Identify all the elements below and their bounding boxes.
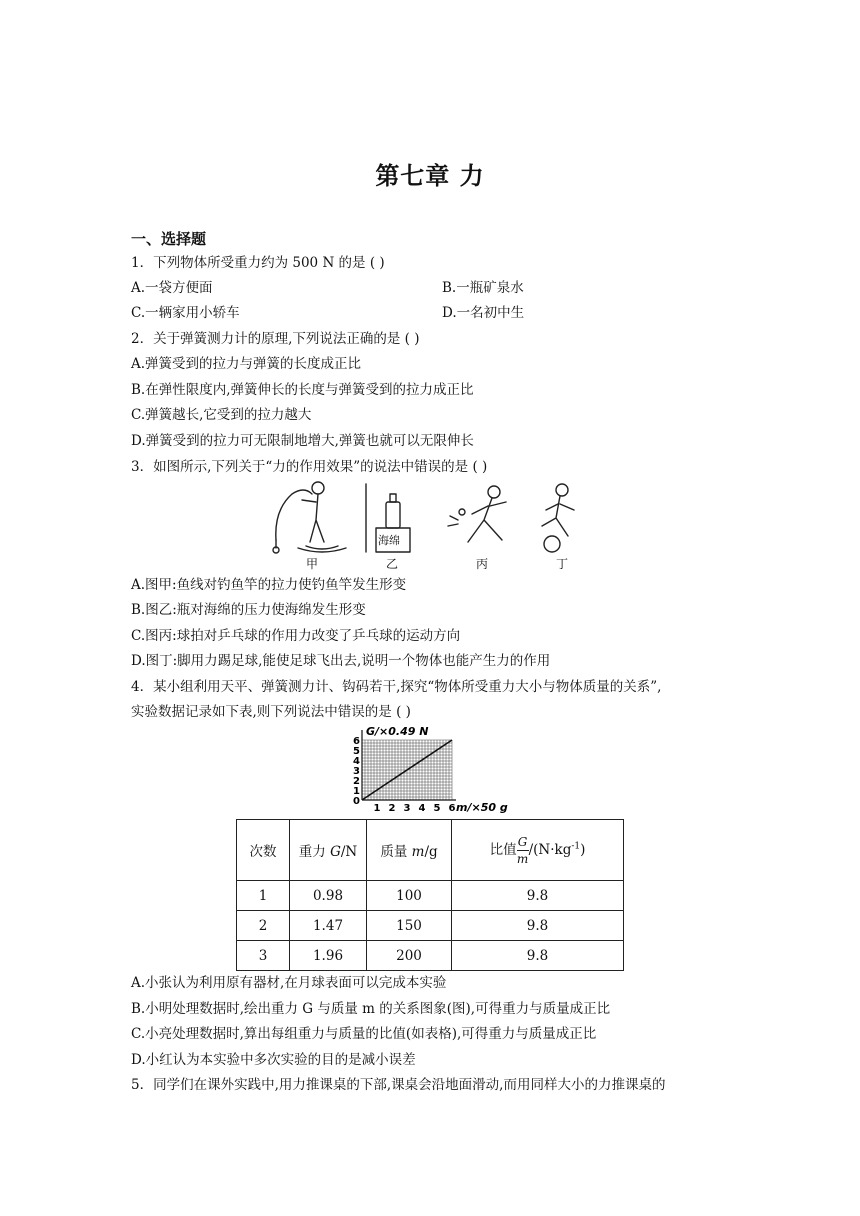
q4-stem-line1: 4．某小组利用天平、弹簧测力计、钩码若干,探究“物体所受重力大小与物体质量的关系”, xyxy=(131,679,662,695)
fig-label-ding: 丁 xyxy=(556,557,569,571)
q1-stem: 1．下列物体所受重力约为 500 N 的是 ( ) xyxy=(131,255,385,271)
q3-stem: 3．如图所示,下列关于“力的作用效果”的说法中错误的是 ( ) xyxy=(131,459,488,475)
q4-option-a: A.小张认为利用原有器材,在月球表面可以完成本实验 xyxy=(131,975,447,991)
x-tick-4: 4 xyxy=(418,803,426,814)
q5-stem: 5．同学们在课外实践中,用力推课桌的下部,课桌会沿地面滑动,而用同样大小的力推课桌的 xyxy=(131,1077,666,1093)
x-tick-6: 6 xyxy=(448,803,456,814)
q4-stem-line2: 实验数据记录如下表,则下列说法中错误的是 ( ) xyxy=(131,704,411,720)
header-count: 次数 xyxy=(237,820,290,881)
y-tick-4: 4 xyxy=(353,756,360,767)
cell: 1 xyxy=(237,881,290,911)
y-tick-3: 3 xyxy=(353,766,360,777)
q4-option-d: D.小红认为本实验中多次实验的目的是减小误差 xyxy=(131,1052,416,1068)
table-row xyxy=(237,881,624,911)
table-tennis-figure xyxy=(448,486,506,542)
fishing-figure xyxy=(273,482,346,553)
cell: 1.96 xyxy=(290,941,367,971)
graph-ylabel: G/×0.49 N xyxy=(366,725,429,738)
y-tick-5: 5 xyxy=(353,746,360,757)
q1-option-c: C.一辆家用小轿车 xyxy=(131,305,240,321)
q2-option-b: B.在弹性限度内,弹簧伸长的长度与弹簧受到的拉力成正比 xyxy=(131,382,474,398)
chapter-title: 第七章 力 xyxy=(375,162,485,190)
data-table xyxy=(236,819,624,971)
fig-label-bing: 丙 xyxy=(476,557,489,571)
q1-option-a: A.一袋方便面 xyxy=(131,280,213,296)
force-effect-illustrations xyxy=(262,480,602,572)
q4-option-c: C.小亮处理数据时,算出每组重力与质量的比值(如表格),可得重力与质量成正比 xyxy=(131,1026,597,1042)
q3-option-c: C.图丙:球拍对乒乓球的作用力改变了乒乓球的运动方向 xyxy=(131,628,461,644)
cell: 9.8 xyxy=(452,881,624,911)
header-mass: 质量 m/g xyxy=(367,820,452,881)
q3-option-d: D.图丁:脚用力踢足球,能使足球飞出去,说明一个物体也能产生力的作用 xyxy=(131,653,551,669)
q2-stem: 2．关于弹簧测力计的原理,下列说法正确的是 ( ) xyxy=(131,331,420,347)
y-tick-6: 6 xyxy=(353,736,360,747)
x-tick-1: 1 xyxy=(373,803,381,814)
cell: 9.8 xyxy=(452,941,624,971)
q2-option-a: A.弹簧受到的拉力与弹簧的长度成正比 xyxy=(131,356,362,372)
x-tick-2: 2 xyxy=(388,803,396,814)
q1-option-b: B.一瓶矿泉水 xyxy=(442,280,524,296)
section-heading: 一、选择题 xyxy=(131,230,207,248)
cell: 0.98 xyxy=(290,881,367,911)
y-tick-2: 2 xyxy=(353,776,360,787)
table-row xyxy=(237,941,624,971)
q3-option-a: A.图甲:鱼线对钓鱼竿的拉力使钓鱼竿发生形变 xyxy=(131,577,407,593)
cell: 1.47 xyxy=(290,911,367,941)
ratio-fraction: $\frac{G}{m}$ xyxy=(516,834,529,866)
cell: 3 xyxy=(237,941,290,971)
q3-option-b: B.图乙:瓶对海绵的压力使海绵发生形变 xyxy=(131,602,366,618)
fig-label-yi: 乙 xyxy=(386,557,399,571)
cell: 150 xyxy=(367,911,452,941)
cell: 2 xyxy=(237,911,290,941)
header-gravity: 重力 G/N xyxy=(290,820,367,881)
q1-option-d: D.一名初中生 xyxy=(442,305,525,321)
q2-option-c: C.弹簧越长,它受到的拉力越大 xyxy=(131,407,312,423)
table-header-row xyxy=(237,820,624,881)
q4-option-b: B.小明处理数据时,绘出重力 G 与质量 m 的关系图象(图),可得重力与质量成正比 xyxy=(131,1001,611,1017)
x-tick-3: 3 xyxy=(403,803,411,814)
table-row xyxy=(237,911,624,941)
soccer-kick-figure xyxy=(542,484,574,552)
y-tick-0: 0 xyxy=(353,796,360,807)
graph-xlabel: m/×50 g xyxy=(456,801,508,814)
cell: 100 xyxy=(367,881,452,911)
cell: 200 xyxy=(367,941,452,971)
x-tick-5: 5 xyxy=(433,803,441,814)
y-tick-1: 1 xyxy=(353,786,360,797)
cell: 9.8 xyxy=(452,911,624,941)
q2-option-d: D.弹簧受到的拉力可无限制地增大,弹簧也就可以无限伸长 xyxy=(131,433,474,449)
fig-label-jia: 甲 xyxy=(306,557,319,571)
header-ratio: 比值 $\frac{G}{m}$ $/(N\cdot kg^{-1})$ xyxy=(452,820,624,881)
sponge-label: 海绵 xyxy=(378,534,400,547)
gravity-mass-graph xyxy=(346,724,526,816)
